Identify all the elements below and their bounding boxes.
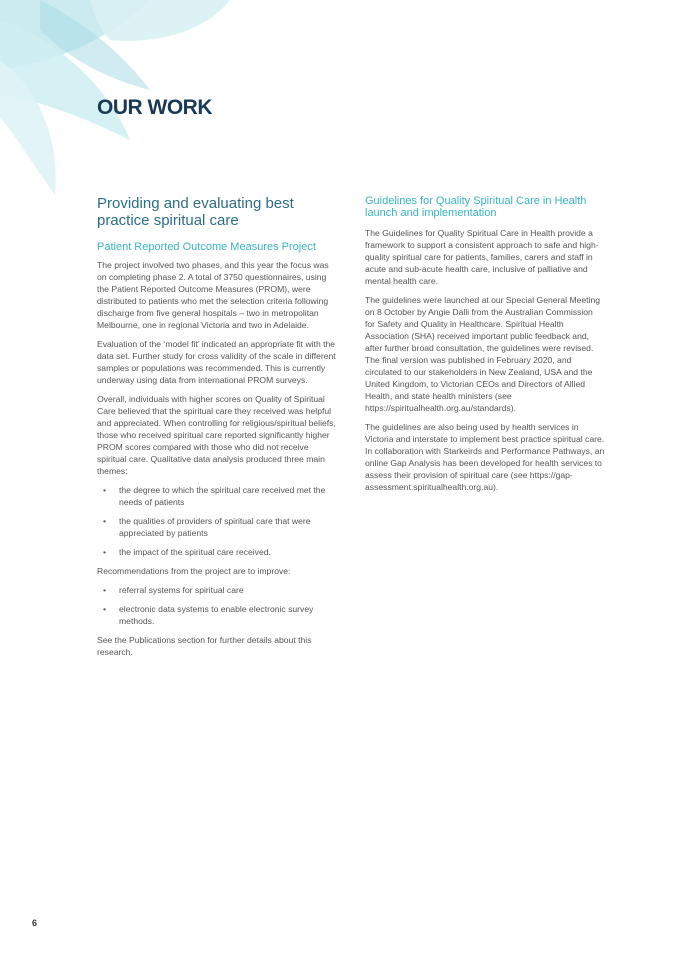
page-number: 6 [32, 918, 38, 928]
recommendations-list [97, 584, 337, 627]
left-column [97, 195, 337, 665]
list-item: • electronic data systems to enable electronic survey methods. [119, 603, 337, 627]
paragraph: The guidelines were launched at our Special General Meeting on 8 October by Angie Dalli from the Australian Commission for Safety and Quality in Healthcare. Spiritual Health Association (SHA) received important public feedback and, after further broad consultation, the guidelines were revised. The final version was published in February 2020, and circulated to our stakeholders in New Zealand, USA and the United Kingdom, to Victorian CEOs and Directors of Allied Health, and state health ministers (see https://spiritualhealth.org.au/standards). [365, 295, 601, 413]
page-heading: OUR WORK [97, 96, 212, 119]
paragraph: Evaluation of the ‘model fit’ indicated an appropriate fit with the data set. Further study for cross validity of the scale in different samples or populations was recommended. This is currently underway using data from international PROM surveys. [97, 339, 336, 385]
themes-list [97, 484, 337, 558]
paragraph: See the Publications section for further details about this research. [97, 635, 312, 657]
guidelines-title: Guidelines for Quality Spiritual Care in Health launch and implementation [365, 195, 587, 219]
list-item: • the qualities of providers of spiritual care that were appreciated by patients [119, 515, 337, 539]
paragraph: Recommendations from the project are to improve: [97, 566, 291, 576]
paragraph: The project involved two phases, and this year the focus was on completing phase 2. A total of 3750 questionnaires, using the Patient Reported Outcome Measures (PROM), were distributed to patients who met the selection criteria following discharge from five general hospitals – two in metropolitan Melbourne, one in regional Victoria and two in Adelaide. [97, 260, 329, 330]
prom-project-title: Patient Reported Outcome Measures Project [97, 241, 316, 253]
list-item: • referral systems for spiritual care [119, 584, 337, 596]
paragraph: The guidelines are also being used by health services in Victoria and interstate to implement best practice spiritual care. In collaboration with Starkeirds and Performance Pathways, an online Gap Analysis has been developed for health services to assess their provision of spiritual care (see https://gap-assessment.spiritualhealth.org.au). [365, 422, 605, 492]
list-item: • the impact of the spiritual care received. [119, 546, 337, 558]
list-item: • the degree to which the spiritual care received met the needs of patients [119, 484, 337, 508]
paragraph: Overall, individuals with higher scores on Quality of Spiritual Care believed that the spiritual care they received was helpful and appreciated. When controlling for religious/spiritual beliefs, those who received spiritual care reported significantly higher PROM scores compared with those who did not receive spiritual care. Qualitative data analysis produced three main themes: [97, 394, 336, 476]
paragraph: The Guidelines for Quality Spiritual Care in Health provide a framework to support a consistent approach to safe and high-quality spiritual care for patients, families, carers and staff in acute and sub-acute health care, inclusive of palliative and mental health care. [365, 228, 599, 286]
section-title: Providing and evaluating best practice spiritual care [97, 195, 294, 229]
right-column [365, 195, 605, 500]
